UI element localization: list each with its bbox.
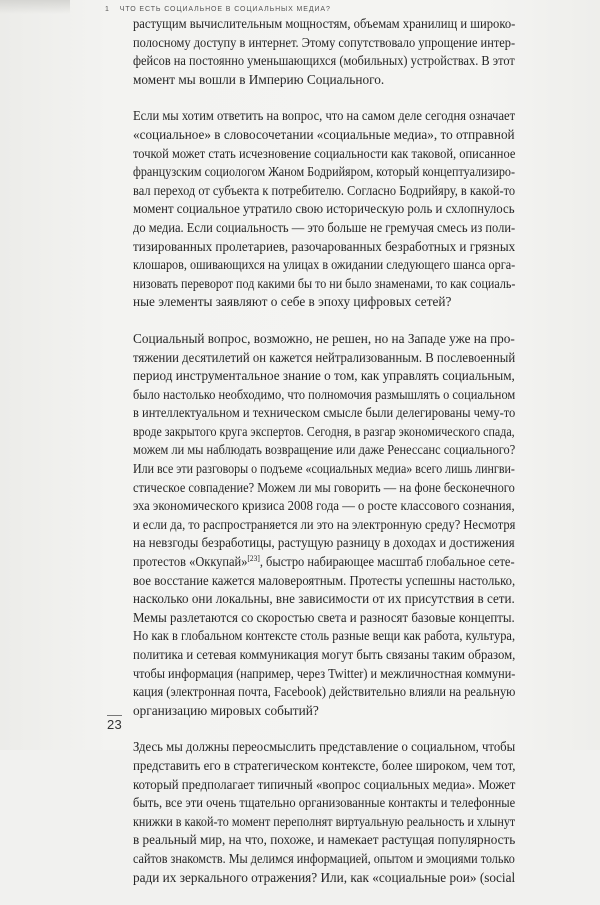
text-line: ные элементы заявляют о себе в эпоху цифровых сетей? (133, 294, 452, 310)
paragraph (133, 738, 515, 887)
paragraph (133, 107, 515, 312)
text-line: стическое совпадение? Можем ли мы говорить — на фоне бесконечного (133, 479, 515, 495)
text-line: полосному доступу в интернет. Этому сопутствовало упрощение интер- (133, 34, 516, 50)
chapter-number: 1 (105, 6, 110, 13)
paragraph (133, 330, 515, 720)
text-line: Мемы разлетаются со скоростью света и разносят базовые концепты. (133, 609, 515, 625)
text-line: Или все эти разговоры о подъеме «социальных медиа» всего лишь лингви- (133, 461, 515, 477)
text-line: вое восстание кажется маловероятным. Протесты успешны настолько, (133, 572, 516, 588)
text-line: до медиа. Если социальность — это больше не гремучая смесь из поли- (133, 219, 516, 235)
text-line: на невзгоды безработицы, растущую разницу в доходах и достижения (133, 535, 515, 551)
text-line: момент социальное утратило свою историческую роль и схлопнулось (133, 201, 515, 217)
text-line: Если мы хотим ответить на вопрос, что на самом деле сегодня означает (133, 108, 516, 124)
text-line: кация (электронная почта, Facebook) действительно влияли на реальную (133, 684, 516, 700)
text-line: насколько они локальны, вне зависимости от их присутствия в сети. (133, 591, 515, 607)
text-line: в интеллектуальном и техническом смысле были делегированы чему-то (133, 405, 516, 421)
text-line: фейсов на постоянно уменьшающихся (мобильных) устройствах. В этот (133, 53, 515, 69)
text-line: растущим вычислительным мощностям, объемам хранилищ и широко- (133, 16, 516, 31)
text-line: протестов «Оккупай»[23], быстро набирающее масштаб глобальное сете- (133, 554, 515, 570)
text-line: было настолько необходимо, что полномочия размышлять о социальном (133, 386, 516, 402)
text-line: точкой может стать исчезновение социальности как таковой, описанное (133, 145, 516, 161)
text-line: Здесь мы должны переосмыслить представление о социальном, чтобы (133, 739, 516, 755)
text-line: тяжении десятилетий он кажется нейтрализованным. В послевоенный (133, 349, 516, 365)
text-line: чтобы информация (например, через Twitter) и межличностная коммуни- (133, 665, 516, 681)
text-line: книжки в какой-то момент переполнят виртуальную реальность и хлынут (133, 813, 516, 829)
text-line: Но как в глобальном контексте столь разные вещи как работа, культура, (133, 628, 516, 644)
text-line: период инструментальное знание о том, как управлять социальным, (133, 368, 515, 384)
text-line: быть, все эти очень тщательно организованные контакты и телефонные (133, 795, 516, 811)
text-line: эха экономического кризиса 2008 года — о росте классового сознания, (133, 498, 515, 514)
text-line: французским социологом Жаном Бодрийяром, который концептуализиро- (133, 164, 516, 180)
text-line: ради их зеркального отражения? Или, как «социальные рои» (social (133, 869, 516, 885)
footnote-reference[interactable]: [23] (247, 554, 260, 564)
text-line: и если да, то распространяется ли это на электронную среду? Несмотря (133, 516, 516, 532)
text-line: вроде закрытого круга экспертов. Сегодня, в разгар экономического спада, (133, 423, 515, 439)
text-line: «социальное» в словосочетании «социальные медиа», то отправной (133, 126, 515, 142)
text-line: вал переход от субъекта к потребителю. Согласно Бодрийяру, в какой-то (133, 182, 516, 198)
text-line: в реальный мир, на что, похоже, и намекает растущая популярность (133, 832, 516, 848)
text-line: низовать переворот под какими бы то ни было знаменами, то как социаль- (133, 275, 516, 291)
text-line: тизированных пролетариев, разочарованных безработных и грязных (133, 238, 516, 254)
chapter-title: ЧТО ЕСТЬ СОЦИАЛЬНОЕ В СОЦИАЛЬНЫХ МЕДИА? (119, 6, 331, 13)
text-line: представить его в стратегическом контексте, более широком, чем тот, (133, 757, 516, 773)
text-line: можем ли мы наблюдать возвращение или даже Ренессанс социального? (133, 442, 516, 458)
body-text (133, 15, 515, 905)
text-line: который предполагает типичный «вопрос социальных медиа». Может (133, 776, 516, 792)
page-corner-shadow (0, 0, 70, 14)
paragraph (133, 15, 515, 89)
page-number: 23 (107, 717, 123, 732)
text-line: клошаров, ошивающихся на улицах в ожидании следующего шанса орга- (133, 257, 516, 273)
text-line: Социальный вопрос, возможно, не решен, но на Западе уже на про- (133, 330, 515, 346)
text-line: организацию мировых событий? (133, 702, 319, 718)
running-head (105, 6, 331, 13)
text-line: политика и сетевая коммуникация могут быть связаны таким образом, (133, 647, 516, 662)
text-line: сайтов знакомств. Мы делимся информацией, опытом и эмоциями только (133, 850, 515, 866)
text-line: момент мы вошли в Империю Социального. (133, 71, 385, 87)
